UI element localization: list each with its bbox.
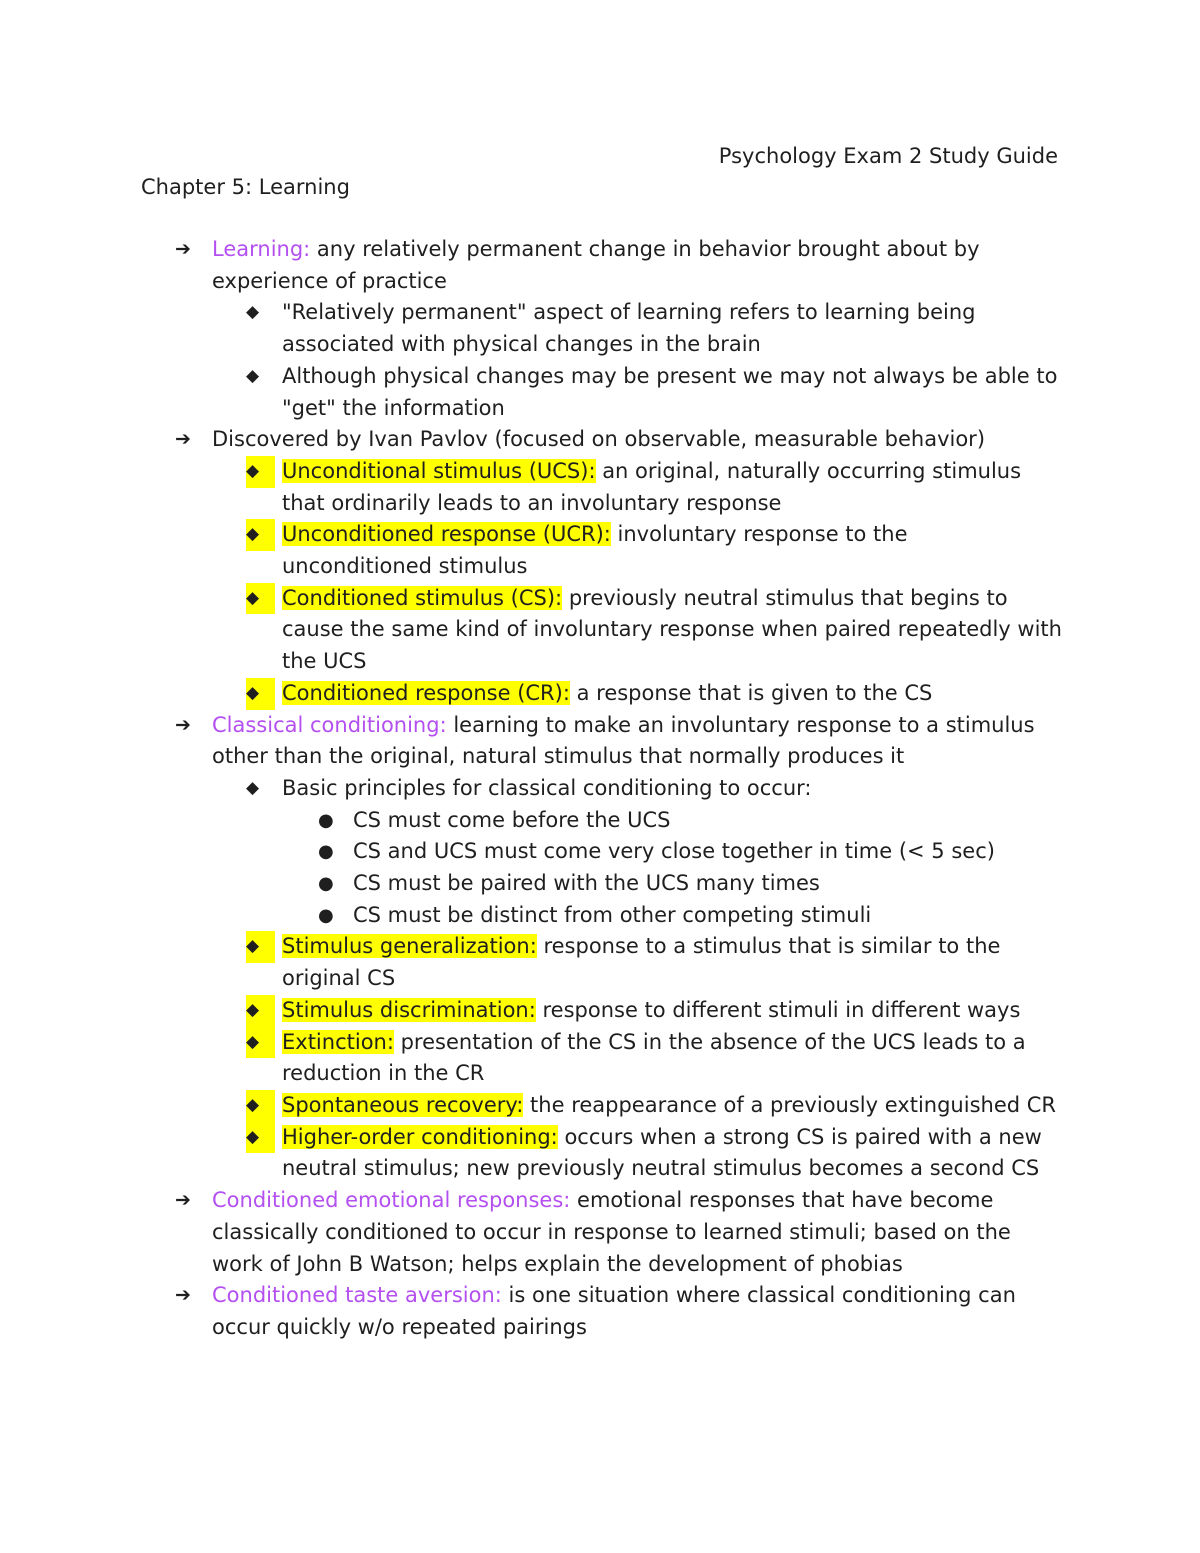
diamond-bullet-icon: ◆ bbox=[246, 519, 275, 551]
circle-bullet-icon: ● bbox=[318, 904, 334, 926]
arrow-bullet-icon: ➔ bbox=[175, 428, 191, 451]
note-text: Basic principles for classical conditioning to occur: bbox=[282, 775, 812, 800]
diamond-bullet-icon: ◆ bbox=[246, 1090, 275, 1122]
diamond-bullet-icon: ◆ bbox=[246, 302, 260, 323]
note-text: CS must be paired with the UCS many times bbox=[353, 871, 820, 896]
diamond-bullet-icon: ◆ bbox=[246, 777, 260, 798]
highlighted-term: Stimulus generalization: bbox=[282, 934, 537, 959]
list-item bbox=[0, 1280, 1057, 1343]
definition-text: presentation of the CS in the absence of the UCS leads to a reduction in the CR bbox=[282, 1029, 1026, 1086]
diamond-bullet-icon: ◆ bbox=[246, 995, 275, 1027]
list-item bbox=[0, 1122, 1062, 1185]
definition-text: learning to make an involuntary response to a stimulus other than the original, natural stimulus that normally produces it bbox=[212, 712, 1035, 769]
definition-text: a response that is given to the CS bbox=[569, 680, 933, 705]
list-item bbox=[0, 234, 1057, 297]
list-item bbox=[0, 519, 1062, 582]
list-item bbox=[0, 868, 1058, 900]
diamond-bullet-icon: ◆ bbox=[246, 456, 275, 488]
list-item bbox=[0, 583, 1062, 678]
note-text: CS must come before the UCS bbox=[353, 807, 671, 832]
list-item bbox=[0, 836, 1058, 868]
term-label: Conditioned emotional responses: bbox=[212, 1188, 571, 1213]
definition-text: occurs when a strong CS is paired with a new neutral stimulus; new previously neutral stimulus becomes a second CS bbox=[282, 1124, 1042, 1181]
definition-text: an original, naturally occurring stimulus that ordinarily leads to an involuntary response bbox=[282, 458, 1022, 515]
circle-bullet-icon: ● bbox=[318, 873, 334, 895]
term-label: Conditioned taste aversion: bbox=[212, 1283, 502, 1308]
note-text: Although physical changes may be present we may not always be able to "get" the information bbox=[282, 363, 1058, 420]
list-item bbox=[0, 456, 1062, 519]
list-item bbox=[0, 424, 1057, 456]
highlighted-term: Spontaneous recovery: bbox=[282, 1092, 524, 1117]
definition-text: previously neutral stimulus that begins to cause the same kind of involuntary response when paired repeatedly with the UCS bbox=[282, 585, 1062, 674]
list-item bbox=[0, 900, 1058, 932]
highlighted-term: Unconditioned response (UCR): bbox=[282, 522, 611, 547]
diamond-bullet-icon: ◆ bbox=[246, 1122, 275, 1154]
diamond-bullet-icon: ◆ bbox=[246, 931, 275, 963]
document-title: Psychology Exam 2 Study Guide bbox=[718, 144, 1058, 168]
arrow-bullet-icon: ➔ bbox=[175, 1284, 191, 1307]
study-outline bbox=[0, 234, 1200, 1344]
list-item bbox=[0, 710, 1057, 773]
term-label: Classical conditioning: bbox=[212, 712, 447, 737]
arrow-bullet-icon: ➔ bbox=[175, 1189, 191, 1212]
note-text: "Relatively permanent" aspect of learning refers to learning being associated with physical changes in the brain bbox=[282, 300, 976, 357]
list-item bbox=[0, 995, 1062, 1027]
definition-text: is one situation where classical conditioning can occur quickly w/o repeated pairings bbox=[212, 1283, 1016, 1339]
diamond-bullet-icon: ◆ bbox=[246, 365, 260, 386]
highlighted-term: Higher-order conditioning: bbox=[282, 1124, 558, 1149]
list-item bbox=[0, 297, 1062, 360]
highlighted-term: Unconditional stimulus (UCS): bbox=[282, 458, 596, 483]
chapter-heading: Chapter 5: Learning bbox=[141, 175, 350, 199]
diamond-bullet-icon: ◆ bbox=[246, 583, 275, 615]
circle-bullet-icon: ● bbox=[318, 841, 334, 863]
highlighted-term: Conditioned stimulus (CS): bbox=[282, 585, 563, 610]
highlighted-term: Stimulus discrimination: bbox=[282, 997, 536, 1022]
diamond-bullet-icon: ◆ bbox=[246, 678, 275, 710]
circle-bullet-icon: ● bbox=[318, 809, 334, 831]
list-item bbox=[0, 805, 1058, 837]
list-item bbox=[0, 361, 1062, 424]
highlighted-term: Extinction: bbox=[282, 1029, 394, 1054]
list-item bbox=[0, 1090, 1062, 1122]
note-text: Discovered by Ivan Pavlov (focused on observable, measurable behavior) bbox=[212, 427, 986, 452]
definition-text: involuntary response to the unconditioned stimulus bbox=[282, 522, 908, 579]
list-item bbox=[0, 678, 1062, 710]
definition-text: any relatively permanent change in behavior brought about by experience of practice bbox=[212, 237, 980, 293]
arrow-bullet-icon: ➔ bbox=[175, 238, 191, 260]
list-item bbox=[0, 1027, 1062, 1090]
list-item bbox=[0, 1185, 1057, 1280]
list-item bbox=[0, 931, 1062, 994]
definition-text: response to different stimuli in different ways bbox=[535, 997, 1021, 1022]
note-text: CS must be distinct from other competing stimuli bbox=[353, 902, 872, 927]
note-text: CS and UCS must come very close together in time (< 5 sec) bbox=[353, 839, 995, 864]
definition-text: the reappearance of a previously extinguished CR bbox=[523, 1092, 1056, 1117]
term-label: Learning: bbox=[212, 237, 311, 261]
diamond-bullet-icon: ◆ bbox=[246, 1027, 275, 1059]
definition-text: emotional responses that have become classically conditioned to occur in response to learned stimuli; based on the work of John B Watson; helps explain the development of phobias bbox=[212, 1188, 1011, 1276]
list-item bbox=[0, 773, 1062, 805]
definition-text: response to a stimulus that is similar to the original CS bbox=[282, 934, 1001, 991]
arrow-bullet-icon: ➔ bbox=[175, 713, 191, 736]
highlighted-term: Conditioned response (CR): bbox=[282, 680, 570, 705]
